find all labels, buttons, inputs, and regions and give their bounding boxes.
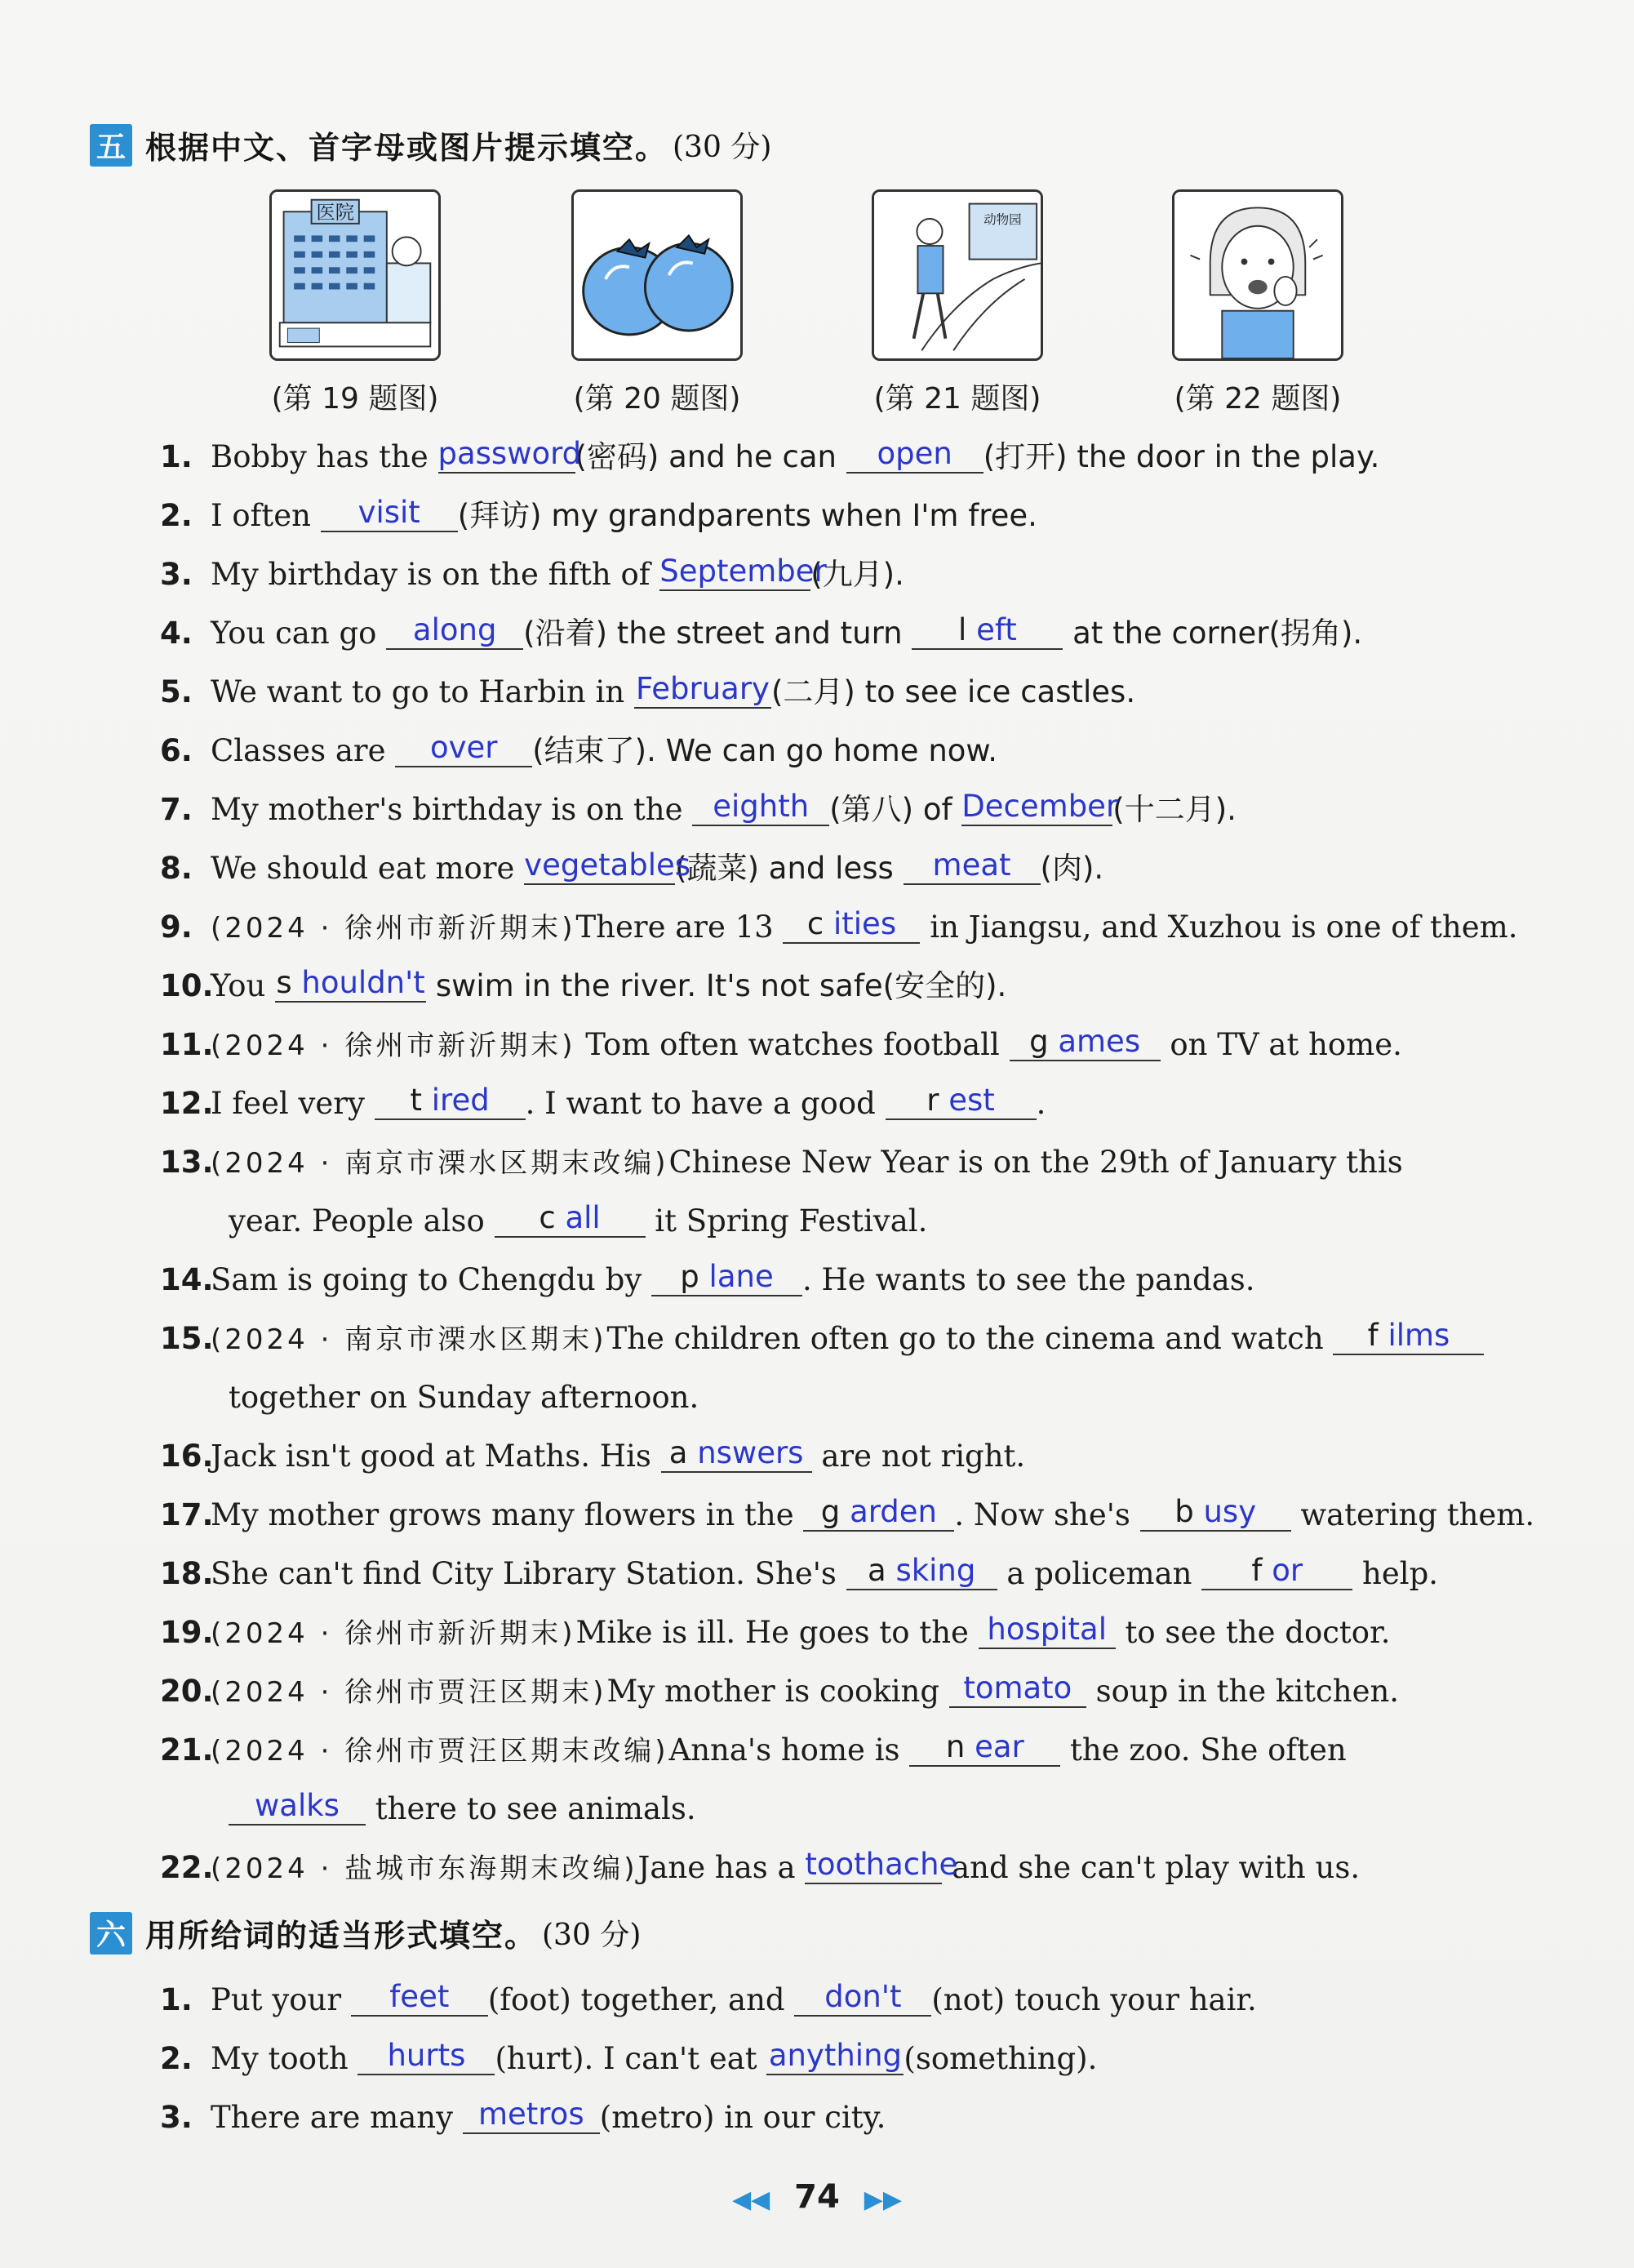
answer-blank[interactable]: tomato	[949, 1670, 1086, 1708]
question-line: 5. We want to go to Harbin in February(二月) to see ice castles.	[160, 671, 1136, 709]
answer-blank[interactable]: g ames	[1010, 1024, 1161, 1061]
answer-blank[interactable]: password	[438, 436, 575, 474]
section-6-title: 用所给词的适当形式填空。	[145, 1918, 538, 1954]
answer-blank[interactable]: a nswers	[661, 1435, 812, 1473]
question-line: 18.She can't find City Library Station. She's a sking a policeman f or help.	[160, 1553, 1439, 1591]
question-line: 15.(2024 · 南京市溧水区期末)The children often go to the cinema and watch f ilms	[160, 1314, 1484, 1364]
next-arrow-icon: ▶▶	[864, 2186, 902, 2214]
picture-caption: (第 19 题图)	[271, 382, 439, 416]
question-line: 17.My mother grows many flowers in the g arden . Now she's b usy watering them.	[160, 1494, 1535, 1532]
hospital-picture	[269, 189, 441, 361]
question-line-continued: year. People also c all it Spring Festival.	[229, 1200, 928, 1239]
question-line: 21.(2024 · 徐州市贾汪区期末改编)Anna's home is n ear the zoo. She often	[160, 1729, 1347, 1768]
answer-blank[interactable]: n ear	[909, 1729, 1060, 1767]
question-line: 22.(2024 · 盐城市东海期末改编)Jane has a toothache and she can't play with us.	[160, 1847, 1361, 1885]
page-footer	[0, 2178, 1634, 2216]
answer-blank[interactable]: don't	[794, 1979, 931, 2017]
answer-blank[interactable]: toothache	[805, 1847, 942, 1884]
question-line: 11.(2024 · 徐州市新沂期末) Tom often watches football g ames on TV at home.	[160, 1024, 1402, 1062]
answer-blank[interactable]: anything	[766, 2038, 904, 2075]
question-line: 1. Bobby has the password(密码) and he can open (打开) the door in the play.	[160, 436, 1380, 474]
section-5-heading	[90, 122, 771, 167]
walking-to-zoo-picture	[872, 189, 1043, 361]
answer-blank[interactable]: a sking	[846, 1553, 997, 1590]
picture-caption: (第 22 题图)	[1174, 382, 1342, 416]
picture-caption: (第 21 题图)	[873, 382, 1041, 416]
question-line: 6. Classes are over (结束了). We can go home now.	[160, 730, 998, 768]
question-line: 8. We should eat more vegetables(蔬菜) and less meat (肉).	[160, 847, 1104, 886]
question-line: 3. There are many metros (metro) in our city.	[160, 2097, 886, 2135]
section-6-heading	[90, 1910, 641, 1955]
answer-blank[interactable]: vegetables	[524, 847, 675, 885]
question-line: 7. My mother's birthday is on the eighth (第八) of December(十二月).	[160, 789, 1237, 827]
answer-blank[interactable]: s houldn't	[275, 965, 426, 1003]
question-line: 3. My birthday is on the fifth of September(九月).	[160, 554, 904, 592]
question-line: 19.(2024 · 徐州市新沂期末)Mike is ill. He goes to the hospital to see the doctor.	[160, 1612, 1391, 1650]
question-line: 12.I feel very t ired . I want to have a good r est .	[160, 1083, 1046, 1121]
toothache-girl-picture	[1172, 189, 1343, 361]
question-line: 14.Sam is going to Chengdu by p lane . He wants to see the pandas.	[160, 1259, 1255, 1297]
answer-blank[interactable]: February	[634, 671, 771, 709]
answer-blank[interactable]: b usy	[1140, 1494, 1291, 1532]
hospital-sign: 医院	[316, 202, 355, 225]
question-line: 13.(2024 · 南京市溧水区期末改编)Chinese New Year is on the 29th of January this	[160, 1145, 1403, 1180]
answer-blank[interactable]: over	[395, 730, 532, 767]
answer-blank[interactable]: g arden	[803, 1494, 954, 1532]
answer-blank[interactable]: eighth	[692, 789, 829, 826]
question-line: 4. You can go along (沿着) the street and turn l eft at the corner(拐角).	[160, 612, 1363, 651]
tomatoes-picture	[571, 189, 743, 361]
question-line: 20.(2024 · 徐州市贾汪区期末)My mother is cooking tomato soup in the kitchen.	[160, 1670, 1400, 1709]
section-6-score: (30 分)	[542, 1919, 642, 1952]
answer-blank[interactable]: r est	[886, 1083, 1037, 1120]
zoo-sign: 动物园	[984, 211, 1022, 227]
answer-blank[interactable]: c ities	[783, 906, 920, 944]
answer-blank[interactable]: feet	[351, 1979, 488, 2017]
answer-blank[interactable]: hospital	[979, 1612, 1116, 1649]
answer-blank[interactable]: meat	[904, 847, 1041, 885]
question-line: 16.Jack isn't good at Maths. His a nswers are not right.	[160, 1435, 1026, 1474]
picture-caption: (第 20 题图)	[573, 382, 741, 416]
answer-blank[interactable]: hurts	[357, 2038, 495, 2075]
question-line-continued: together on Sunday afternoon.	[229, 1380, 699, 1415]
answer-blank[interactable]: open	[846, 436, 984, 474]
section-6-badge: 六	[90, 1912, 132, 1954]
answer-blank[interactable]: f ilms	[1333, 1318, 1484, 1355]
answer-blank[interactable]: metros	[463, 2097, 600, 2134]
question-line: 2. My tooth hurts (hurt). I can't eat anything(something).	[160, 2038, 1098, 2076]
answer-blank[interactable]: p lane	[651, 1259, 802, 1296]
question-line-continued: walks there to see animals.	[229, 1785, 696, 1834]
question-line: 2. I often visit (拜访) my grandparents when I'm free.	[160, 495, 1037, 533]
answer-blank[interactable]: December	[961, 789, 1112, 826]
answer-blank[interactable]: visit	[321, 495, 458, 532]
question-line: 9. (2024 · 徐州市新沂期末)There are 13 c ities in Jiangsu, and Xuzhou is one of them.	[160, 906, 1518, 945]
answer-blank[interactable]: September	[659, 554, 810, 591]
answer-blank[interactable]: l eft	[912, 612, 1063, 650]
section-5-title: 根据中文、首字母或图片提示填空。	[145, 130, 668, 166]
prev-arrow-icon: ◀◀	[732, 2186, 770, 2214]
page-number: 74	[794, 2178, 840, 2216]
answer-blank[interactable]: f or	[1201, 1553, 1352, 1590]
section-5-score: (30 分)	[673, 131, 772, 164]
section-5-badge: 五	[90, 124, 132, 167]
answer-blank[interactable]: c all	[495, 1200, 646, 1238]
question-line: 10.You s houldn't swim in the river. It's not safe(安全的).	[160, 965, 1007, 1003]
answer-blank[interactable]: walks	[229, 1788, 366, 1826]
question-line: 1. Put your feet (foot) together, and don't (not) touch your hair.	[160, 1979, 1257, 2017]
answer-blank[interactable]: along	[386, 612, 523, 650]
answer-blank[interactable]: t ired	[375, 1083, 526, 1120]
